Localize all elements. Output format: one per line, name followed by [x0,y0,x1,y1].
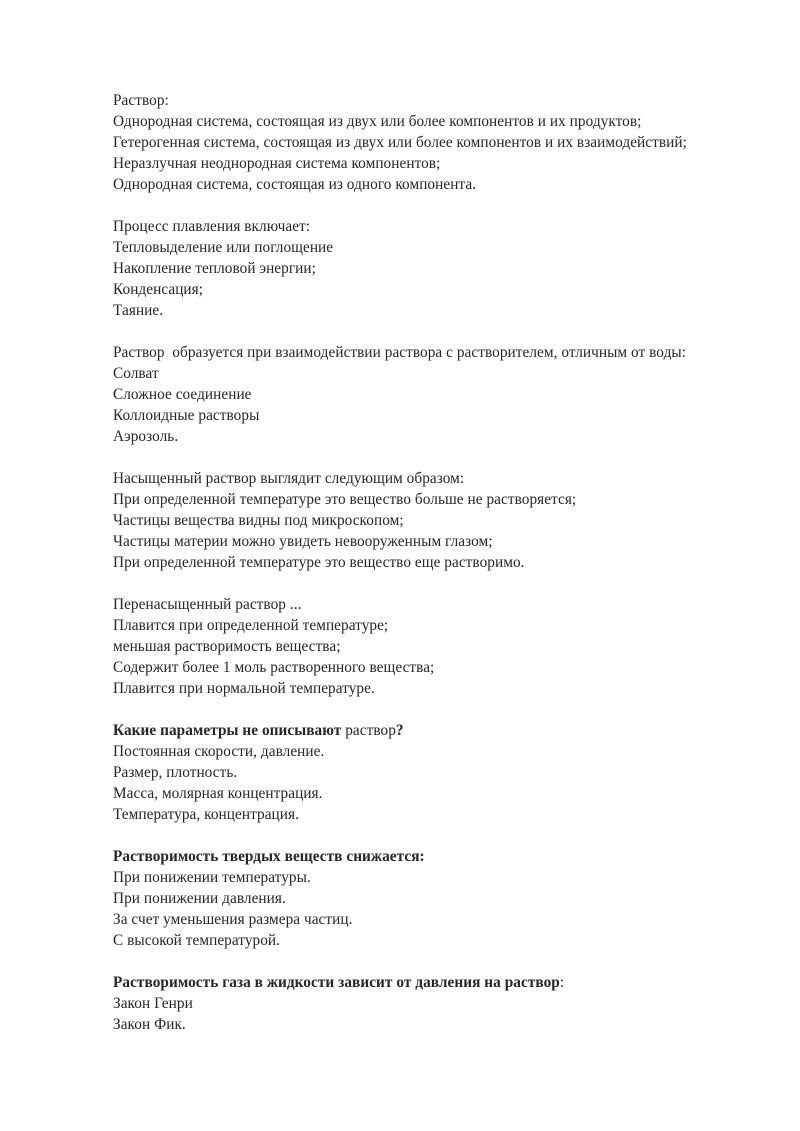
text-line: Температура, концентрация. [113,806,299,823]
text-block-supersaturated-solution [113,594,753,699]
text-line: Раствор: [113,92,169,109]
text-line: Таяние. [113,302,164,319]
text-line: При понижении давления. [113,890,286,907]
text-line: Аэрозоль. [113,428,179,445]
text-block-non-aqueous-solvent [113,342,753,447]
text-line: Размер, плотность. [113,764,238,781]
text-line: Перенасыщенный раствор ... [113,596,302,613]
heading-bold-prefix: Растворимость твердых веществ снижается: [113,848,425,865]
text-block-solution-definition [113,90,753,195]
text-line: Плавится при определенной температуре; [113,617,389,634]
text-line: Масса, молярная концентрация. [113,785,323,802]
text-line: Гетерогенная система, состоящая из двух или более компонентов и их взаимодействий; [113,134,687,151]
text-line: Конденсация; [113,281,204,298]
text-line: За счет уменьшения размера частиц. [113,911,353,928]
text-line: Неразлучная неоднородная система компонентов; [113,155,441,172]
text-line: Насыщенный раствор выглядит следующим образом: [113,470,465,487]
heading-regular-text: раствор [341,722,396,739]
text-line: Процесс плавления включает: [113,218,311,235]
heading-bold-prefix: Растворимость газа в жидкости зависит от давления на раствор [113,974,560,991]
text-line: Однородная система, состоящая из двух или более компонентов и их продуктов; [113,113,642,130]
text-line: Закон Генри [113,995,193,1012]
text-line: Плавится при нормальной температуре. [113,680,375,697]
text-line: При определенной температуре это вещество больше не растворяется; [113,491,577,508]
document-text-body [113,90,753,1035]
text-line: Коллоидные растворы [113,407,260,424]
heading-bold-prefix: Какие параметры не описывают [113,722,342,739]
text-line: Тепловыделение или поглощение [113,239,334,256]
text-line: Накопление тепловой энергии; [113,260,316,277]
block-heading [113,720,753,741]
text-block-saturated-solution [113,468,753,573]
text-line: Частицы вещества видны под микроскопом; [113,512,404,529]
text-line: С высокой температурой. [113,932,281,949]
text-block-parameters-question [113,720,753,825]
text-line: Однородная система, состоящая из одного компонента. [113,176,477,193]
text-line: Содержит более 1 моль растворенного вещества; [113,659,435,676]
block-heading [113,972,753,993]
text-line: Раствор образуется при взаимодействии раствора с растворителем, отличным от воды: [113,344,687,361]
heading-bold-suffix: ? [395,722,404,739]
text-block-solid-solubility-decrease [113,846,753,951]
text-line: При понижении температуры. [113,869,311,886]
heading-regular-text: : [559,974,565,991]
text-line: При определенной температуре это вещество еще растворимо. [113,554,525,571]
text-line: Закон Фик. [113,1016,186,1033]
text-line: меньшая растворимость вещества; [113,638,341,655]
text-line: Солват [113,365,159,382]
text-line: Частицы материи можно увидеть невооруженным глазом; [113,533,493,550]
text-line: Сложное соединение [113,386,252,403]
block-heading [113,846,753,867]
text-block-gas-solubility-pressure [113,972,753,1035]
text-block-melting-process [113,216,753,321]
text-line: Постоянная скорости, давление. [113,743,325,760]
